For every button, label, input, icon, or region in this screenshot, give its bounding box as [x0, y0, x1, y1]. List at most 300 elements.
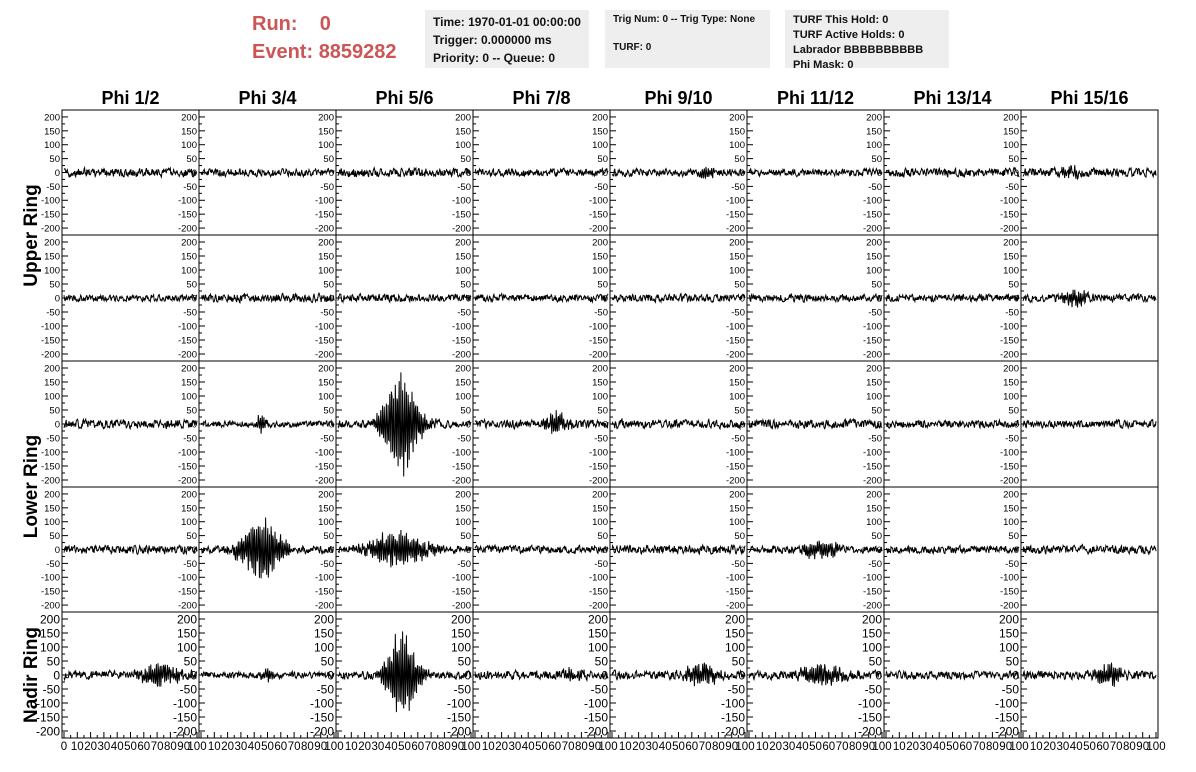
y-tick-label: -150: [588, 461, 608, 473]
y-tick-label: -150: [862, 586, 882, 598]
y-tick-label: 200: [44, 112, 60, 124]
y-tick-label: 150: [866, 503, 882, 515]
turf-text: TURF: 0: [613, 42, 652, 53]
y-tick-label: 0: [602, 419, 608, 431]
y-tick-label: -200: [40, 349, 60, 361]
y-tick-label: 50: [323, 154, 334, 166]
y-tick-label: 50: [186, 279, 197, 291]
x-tick-label: 10: [481, 741, 495, 753]
y-tick-label: 100: [181, 391, 197, 403]
y-tick-label: 50: [734, 531, 745, 543]
waveform-trace: [338, 168, 471, 177]
y-tick-label: -50: [457, 433, 471, 445]
x-tick-label: 50: [1083, 741, 1096, 753]
y-tick-label: 100: [39, 640, 60, 655]
y-tick-label: -100: [725, 321, 745, 333]
x-tick-label: 50: [398, 741, 411, 753]
y-tick-label: 0: [738, 668, 745, 683]
y-tick-label: 100: [318, 517, 334, 529]
y-tick-label: 0: [602, 167, 608, 179]
y-tick-label: -150: [999, 335, 1019, 347]
y-tick-label: 200: [44, 489, 60, 501]
x-tick-label: 80: [301, 741, 314, 753]
x-tick-label: 80: [164, 741, 177, 753]
y-tick-label: 50: [320, 654, 334, 669]
y-tick-label: 0: [465, 419, 471, 431]
y-tick-label: -200: [588, 475, 608, 487]
y-tick-label: -150: [862, 335, 882, 347]
x-tick-label: 90: [588, 741, 602, 753]
column-header: Phi 5/6: [375, 88, 434, 108]
waveform-trace: [886, 545, 1019, 553]
run-value: 0: [319, 13, 331, 35]
y-tick-label: 150: [44, 503, 60, 515]
waveform-trace: [475, 667, 608, 681]
y-tick-label: 0: [328, 167, 334, 179]
y-tick-label: -50: [179, 682, 197, 697]
y-tick-label: -100: [588, 447, 608, 459]
x-tick-label: 20: [495, 741, 508, 753]
y-tick-label: 150: [592, 377, 608, 389]
y-tick-label: 50: [871, 279, 882, 291]
x-tick-label: 90: [999, 741, 1013, 753]
y-tick-label: -200: [583, 724, 608, 739]
y-tick-label: -100: [40, 572, 60, 584]
y-tick-label: -50: [46, 558, 60, 570]
column-header: Phi 11/12: [776, 88, 855, 108]
y-tick-label: 0: [601, 668, 608, 683]
y-tick-label: -150: [451, 586, 471, 598]
y-tick-label: 0: [465, 167, 471, 179]
y-tick-label: -100: [40, 321, 60, 333]
y-tick-label: -100: [862, 572, 882, 584]
y-tick-label: 0: [739, 544, 745, 556]
x-tick-label: 10: [70, 741, 84, 753]
x-tick-label: 40: [384, 741, 398, 753]
y-tick-label: -50: [42, 682, 60, 697]
y-tick-label: -50: [316, 682, 334, 697]
x-tick-label: 80: [849, 741, 862, 753]
y-tick-label: -200: [725, 475, 745, 487]
waveform-trace: [201, 293, 334, 303]
y-tick-label: -150: [451, 335, 471, 347]
y-tick-label: 0: [191, 167, 197, 179]
y-tick-label: 100: [1003, 391, 1019, 403]
y-tick-label: -100: [177, 447, 197, 459]
y-tick-label: -150: [725, 461, 745, 473]
y-tick-label: 200: [1003, 363, 1019, 375]
waveform-trace: [749, 293, 882, 305]
y-tick-label: 150: [1003, 126, 1019, 138]
y-tick-label: -50: [453, 682, 471, 697]
y-tick-label: 150: [181, 126, 197, 138]
y-tick-label: -150: [314, 335, 334, 347]
y-tick-label: 200: [44, 237, 60, 249]
column-header: Phi 9/10: [644, 88, 713, 108]
turf-hold-text: TURF This Hold: 0: [793, 14, 889, 26]
y-tick-label: 0: [328, 293, 334, 305]
y-tick-label: -150: [40, 461, 60, 473]
y-tick-label: 100: [1003, 517, 1019, 529]
y-tick-label: 100: [181, 265, 197, 277]
y-tick-label: -200: [588, 600, 608, 612]
y-tick-label: -150: [588, 209, 608, 221]
y-tick-label: 50: [1008, 531, 1019, 543]
y-tick-label: -200: [862, 600, 882, 612]
y-tick-label: 200: [176, 612, 197, 627]
y-tick-label: 100: [866, 391, 882, 403]
y-tick-label: 100: [44, 140, 60, 152]
y-tick-label: -50: [183, 307, 197, 319]
y-tick-label: 200: [866, 363, 882, 375]
row-group-label: Upper Ring: [21, 184, 42, 287]
y-tick-label: 0: [191, 544, 197, 556]
y-tick-label: 100: [176, 640, 197, 655]
y-tick-label: 200: [866, 237, 882, 249]
waveform-trace: [1023, 290, 1156, 308]
y-tick-label: -200: [314, 475, 334, 487]
y-tick-label: -100: [446, 696, 471, 711]
y-tick-label: 150: [181, 503, 197, 515]
y-tick-label: -200: [999, 223, 1019, 235]
y-tick-label: 50: [183, 654, 197, 669]
y-tick-label: 200: [866, 112, 882, 124]
y-tick-label: -50: [731, 181, 745, 193]
x-tick-label: 20: [221, 741, 234, 753]
x-tick-label: 90: [314, 741, 328, 753]
y-tick-label: 50: [871, 154, 882, 166]
y-tick-label: 100: [318, 140, 334, 152]
y-tick-label: 50: [49, 154, 60, 166]
y-tick-label: -150: [177, 209, 197, 221]
x-tick-label: 20: [1043, 741, 1056, 753]
y-tick-label: -50: [457, 307, 471, 319]
y-tick-label: 100: [313, 640, 334, 655]
y-tick-label: 150: [318, 503, 334, 515]
trig-num-text: Trig Num: 0 -- Trig Type: None: [613, 14, 756, 25]
waveform-trace: [749, 541, 882, 560]
y-tick-label: 0: [876, 167, 882, 179]
y-tick-label: 100: [729, 140, 745, 152]
x-tick-label: 20: [632, 741, 645, 753]
y-tick-label: -50: [457, 181, 471, 193]
y-tick-label: -50: [320, 181, 334, 193]
y-tick-label: 150: [861, 626, 882, 641]
y-tick-label: -150: [177, 335, 197, 347]
y-tick-label: 150: [318, 126, 334, 138]
x-tick-label: 100: [598, 741, 618, 753]
y-tick-label: -50: [183, 181, 197, 193]
y-tick-label: -200: [725, 223, 745, 235]
y-tick-label: -200: [451, 223, 471, 235]
y-tick-label: 200: [318, 489, 334, 501]
x-tick-label: 60: [548, 741, 562, 753]
y-tick-label: -200: [588, 223, 608, 235]
y-tick-label: -50: [594, 558, 608, 570]
x-tick-label: 40: [932, 741, 946, 753]
row-group-label: Nadir Ring: [21, 626, 42, 724]
y-tick-label: -200: [40, 223, 60, 235]
priority-text: Priority: 0 -- Queue: 0: [433, 51, 556, 65]
waveform-trace: [612, 167, 745, 179]
y-tick-label: -150: [720, 710, 745, 725]
x-tick-label: 20: [906, 741, 919, 753]
y-tick-label: 150: [724, 626, 745, 641]
y-tick-label: 0: [1013, 419, 1019, 431]
y-tick-label: 200: [729, 237, 745, 249]
y-tick-label: 50: [597, 154, 608, 166]
y-tick-label: -100: [172, 696, 197, 711]
x-tick-label: 10: [618, 741, 632, 753]
y-tick-label: 200: [318, 363, 334, 375]
waveform-trace: [749, 664, 882, 686]
y-tick-label: 150: [729, 126, 745, 138]
y-tick-label: -50: [1001, 682, 1019, 697]
y-tick-label: -100: [720, 696, 745, 711]
waveform-trace: [475, 545, 608, 553]
y-tick-label: -100: [314, 321, 334, 333]
x-tick-label: 70: [972, 741, 986, 753]
waveform-trace: [64, 663, 197, 686]
y-tick-label: -100: [314, 195, 334, 207]
y-tick-label: 200: [861, 612, 882, 627]
y-tick-label: -100: [725, 195, 745, 207]
y-tick-label: -100: [177, 572, 197, 584]
y-tick-label: 100: [455, 517, 471, 529]
y-tick-label: -200: [309, 724, 334, 739]
y-tick-label: -200: [725, 349, 745, 361]
row-group-label: Lower Ring: [21, 434, 42, 539]
y-tick-label: 200: [587, 612, 608, 627]
y-tick-label: -50: [46, 181, 60, 193]
y-tick-label: -100: [862, 321, 882, 333]
y-tick-label: 150: [181, 251, 197, 263]
y-tick-label: 150: [998, 626, 1019, 641]
y-tick-label: 0: [54, 544, 60, 556]
y-tick-label: 50: [597, 279, 608, 291]
y-tick-label: 150: [866, 377, 882, 389]
y-tick-label: 150: [866, 126, 882, 138]
y-tick-label: -200: [862, 223, 882, 235]
y-tick-label: 150: [313, 626, 334, 641]
y-tick-label: -100: [725, 447, 745, 459]
y-tick-label: 200: [729, 112, 745, 124]
y-tick-label: 100: [724, 640, 745, 655]
y-tick-label: 150: [1003, 503, 1019, 515]
y-tick-label: 50: [1008, 279, 1019, 291]
trigger-text: Trigger: 0.000000 ms: [433, 33, 552, 47]
y-tick-label: 150: [44, 126, 60, 138]
waveform-trace: [201, 168, 334, 176]
y-tick-label: -50: [320, 433, 334, 445]
x-tick-label: 100: [461, 741, 481, 753]
y-tick-label: 0: [54, 293, 60, 305]
y-tick-label: -150: [314, 586, 334, 598]
y-tick-label: -200: [862, 475, 882, 487]
y-tick-label: 50: [457, 654, 471, 669]
waveform-trace: [475, 410, 608, 434]
x-tick-label: 100: [1009, 741, 1029, 753]
y-tick-label: 200: [592, 112, 608, 124]
x-tick-label: 100: [324, 741, 344, 753]
y-tick-label: 100: [861, 640, 882, 655]
x-tick-label: 50: [535, 741, 548, 753]
y-tick-label: 150: [729, 377, 745, 389]
x-tick-label: 10: [755, 741, 769, 753]
y-tick-label: 100: [592, 517, 608, 529]
x-tick-label: 70: [150, 741, 164, 753]
y-tick-label: -150: [446, 710, 471, 725]
y-tick-label: -150: [999, 461, 1019, 473]
y-tick-label: -150: [451, 461, 471, 473]
y-tick-label: -100: [588, 572, 608, 584]
y-tick-label: -50: [183, 433, 197, 445]
y-tick-label: -50: [183, 558, 197, 570]
x-tick-label: 70: [287, 741, 301, 753]
event-value: 8859282: [318, 41, 397, 63]
y-tick-label: 100: [455, 265, 471, 277]
y-tick-label: -50: [594, 433, 608, 445]
y-tick-label: -200: [999, 349, 1019, 361]
y-tick-label: 50: [460, 405, 471, 417]
x-tick-label: 10: [344, 741, 358, 753]
y-tick-label: 100: [729, 517, 745, 529]
y-tick-label: -150: [999, 586, 1019, 598]
x-tick-label: 70: [561, 741, 575, 753]
event-label: Event:: [252, 41, 314, 63]
y-tick-label: -50: [1005, 307, 1019, 319]
y-tick-label: -200: [314, 600, 334, 612]
y-tick-label: -150: [583, 710, 608, 725]
y-tick-label: 100: [866, 265, 882, 277]
y-tick-label: -200: [451, 349, 471, 361]
column-header: Phi 15/16: [1050, 88, 1129, 108]
y-tick-label: -50: [594, 307, 608, 319]
y-tick-label: 100: [592, 265, 608, 277]
x-tick-label: 90: [862, 741, 876, 753]
y-tick-label: -200: [177, 349, 197, 361]
y-tick-label: 150: [592, 503, 608, 515]
waveform-trace: [886, 419, 1019, 431]
y-tick-label: 150: [455, 503, 471, 515]
y-tick-label: -100: [314, 447, 334, 459]
waveform-trace: [1023, 663, 1156, 687]
x-tick-label: 0: [60, 741, 68, 753]
x-tick-label: 100: [872, 741, 892, 753]
y-tick-label: 100: [1003, 265, 1019, 277]
x-tick-label: 60: [274, 741, 288, 753]
y-tick-label: 50: [46, 654, 60, 669]
y-tick-label: -150: [314, 209, 334, 221]
y-tick-label: 0: [602, 544, 608, 556]
waveform-trace: [612, 419, 745, 429]
y-tick-label: 100: [592, 140, 608, 152]
y-tick-label: 0: [328, 419, 334, 431]
y-tick-label: 200: [592, 363, 608, 375]
y-tick-label: 50: [49, 531, 60, 543]
y-tick-label: 0: [875, 668, 882, 683]
labrador-text: Labrador BBBBBBBBBB: [793, 44, 924, 56]
y-tick-label: 50: [186, 405, 197, 417]
y-tick-label: -200: [999, 475, 1019, 487]
y-tick-label: -100: [177, 321, 197, 333]
x-tick-label: 90: [725, 741, 739, 753]
y-tick-label: -50: [727, 682, 745, 697]
y-tick-label: 0: [739, 293, 745, 305]
y-tick-label: 0: [1013, 293, 1019, 305]
y-tick-label: 0: [327, 668, 334, 683]
x-tick-label: 30: [1056, 741, 1070, 753]
y-tick-label: -200: [588, 349, 608, 361]
y-tick-label: -200: [40, 600, 60, 612]
y-tick-label: -150: [994, 710, 1019, 725]
y-tick-label: 50: [734, 405, 745, 417]
x-tick-label: 40: [1069, 741, 1083, 753]
y-tick-label: -50: [46, 307, 60, 319]
y-tick-label: -50: [868, 433, 882, 445]
y-tick-label: -50: [731, 558, 745, 570]
y-tick-label: 150: [1003, 251, 1019, 263]
y-tick-label: -50: [1005, 558, 1019, 570]
y-tick-label: -100: [583, 696, 608, 711]
y-tick-label: 50: [1008, 154, 1019, 166]
run-label: Run:: [252, 13, 298, 35]
y-tick-label: 150: [729, 251, 745, 263]
y-tick-label: 100: [729, 265, 745, 277]
y-tick-label: 0: [54, 167, 60, 179]
y-tick-label: -200: [451, 475, 471, 487]
x-tick-label: 80: [712, 741, 725, 753]
column-header: Phi 7/8: [512, 88, 571, 108]
y-tick-label: -200: [725, 600, 745, 612]
waveform-trace: [338, 294, 471, 303]
waveform-trace: [612, 545, 745, 554]
x-tick-label: 80: [438, 741, 451, 753]
y-tick-label: 100: [44, 391, 60, 403]
waveform-trace: [886, 293, 1019, 305]
y-tick-label: 50: [186, 154, 197, 166]
y-tick-label: 150: [44, 251, 60, 263]
waveform-trace: [64, 545, 197, 554]
y-tick-label: 100: [44, 265, 60, 277]
y-tick-label: 150: [455, 126, 471, 138]
y-tick-label: 0: [190, 668, 197, 683]
y-tick-label: 200: [318, 237, 334, 249]
y-tick-label: 150: [729, 503, 745, 515]
x-tick-label: 40: [521, 741, 535, 753]
x-tick-label: 10: [892, 741, 906, 753]
y-tick-label: -50: [731, 433, 745, 445]
x-tick-label: 60: [1096, 741, 1110, 753]
y-tick-label: 100: [866, 517, 882, 529]
y-tick-label: 50: [460, 154, 471, 166]
y-tick-label: 200: [318, 112, 334, 124]
y-tick-label: -50: [868, 558, 882, 570]
y-tick-label: -100: [862, 447, 882, 459]
y-tick-label: -50: [868, 181, 882, 193]
y-tick-label: -100: [309, 696, 334, 711]
y-tick-label: -150: [725, 209, 745, 221]
y-tick-label: 50: [871, 405, 882, 417]
y-tick-label: 150: [450, 626, 471, 641]
y-tick-label: 150: [455, 377, 471, 389]
y-tick-label: 150: [455, 251, 471, 263]
y-tick-label: 100: [318, 391, 334, 403]
y-tick-label: -100: [999, 447, 1019, 459]
y-tick-label: -150: [172, 710, 197, 725]
y-tick-label: 200: [1003, 489, 1019, 501]
y-tick-label: 200: [39, 612, 60, 627]
